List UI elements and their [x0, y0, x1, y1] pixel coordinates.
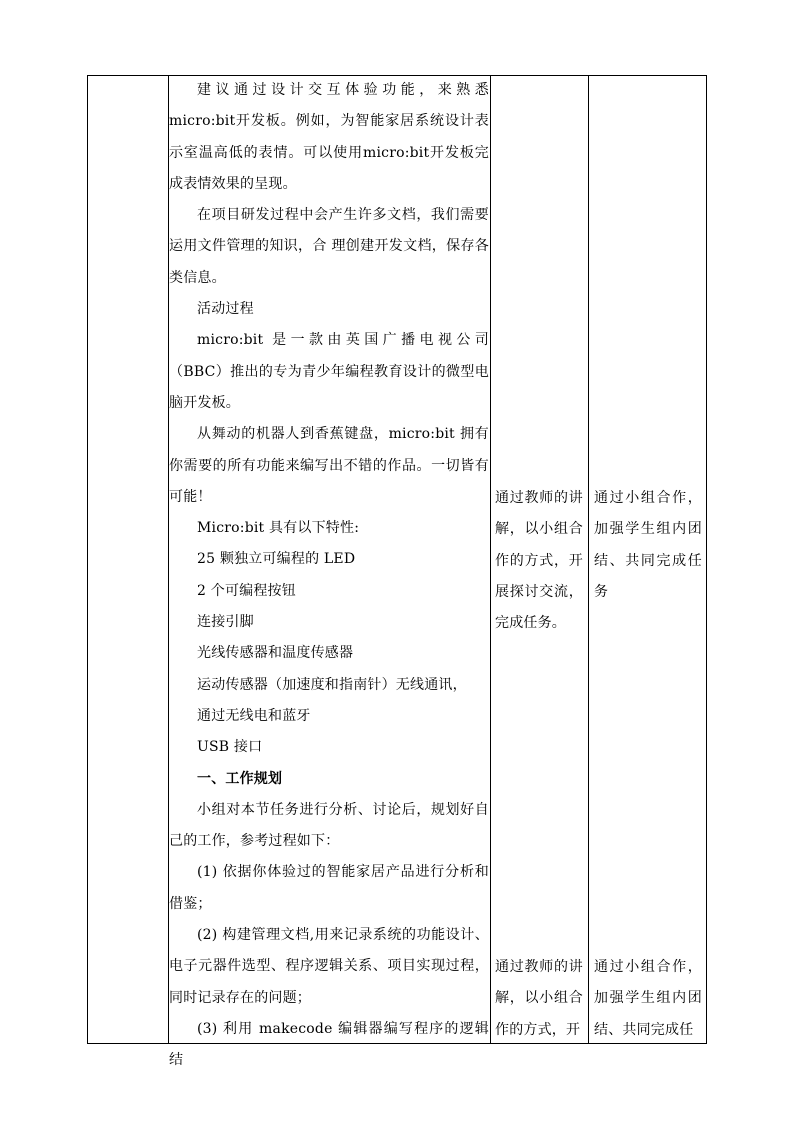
feature-item: 25 颗独立可编程的 LED	[197, 551, 356, 568]
paragraph-features-title: Micro:bit 具有以下特性:	[197, 520, 360, 537]
step-item: (2) 构建管理文档,用来记录系统的功能设计、电子元器件选型、程序逻辑关系、项目实现过程，同时记录存在的问题；	[169, 927, 489, 1006]
design-purpose-block: 通过小组合作，加强学生组内团结、共同完成任	[594, 959, 702, 1038]
column-divider	[490, 76, 491, 1043]
lesson-table	[87, 75, 707, 1069]
teacher-activity-block: 通过教师的讲解，以小组合作的方式，开展探讨交流，完成任务。	[495, 490, 583, 632]
paragraph-planning: 小组对本节任务进行分析、讨论后，规划好自己的工作，参考过程如下：	[169, 801, 489, 850]
feature-item: 2 个可编程按钮	[197, 582, 296, 599]
feature-item: USB 接口	[197, 739, 263, 756]
teaching-content-cell	[169, 75, 489, 1077]
feature-item: 通过无线电和蓝牙	[197, 707, 311, 724]
paragraph-intro: 建议通过设计交互体验功能，来熟悉micro:bit开发板。例如，为智能家居系统设计表示室温高低的表情。可以使用micro:bit开发板完成表情效果的呈现。	[169, 82, 489, 192]
paragraph-activity: 活动过程	[197, 301, 254, 318]
step-item: (3) 利用 makecode 编辑器编写程序的逻辑结	[169, 1020, 489, 1069]
paragraph-microbit: micro:bit 是一款由英国广播电视公司（BBC）推出的专为青少年编程教育设计的微型电脑开发板。	[169, 332, 489, 411]
feature-item: 光线传感器和温度传感器	[197, 645, 354, 662]
feature-item: 运动传感器（加速度和指南针）无线通讯，	[197, 676, 467, 693]
feature-item: 连接引脚	[197, 614, 254, 631]
design-purpose-block: 通过小组合作，加强学生组内团结、共同完成任务	[594, 490, 702, 600]
paragraph-docs: 在项目研发过程中会产生许多文档，我们需要运用文件管理的知识，合 理创建开发文档，保存各类信息。	[169, 207, 489, 286]
step-item: (1) 依据你体验过的智能家居产品进行分析和借鉴；	[169, 864, 489, 912]
teacher-activity-block: 通过教师的讲解，以小组合作的方式，开	[495, 959, 583, 1038]
section-heading: 一、工作规划	[197, 770, 283, 787]
paragraph-features-intro: 从舞动的机器人到香蕉键盘，micro:bit 拥有你需要的所有功能来编写出不错的作品。一切皆有可能！	[169, 426, 489, 505]
column-divider	[588, 76, 589, 1043]
